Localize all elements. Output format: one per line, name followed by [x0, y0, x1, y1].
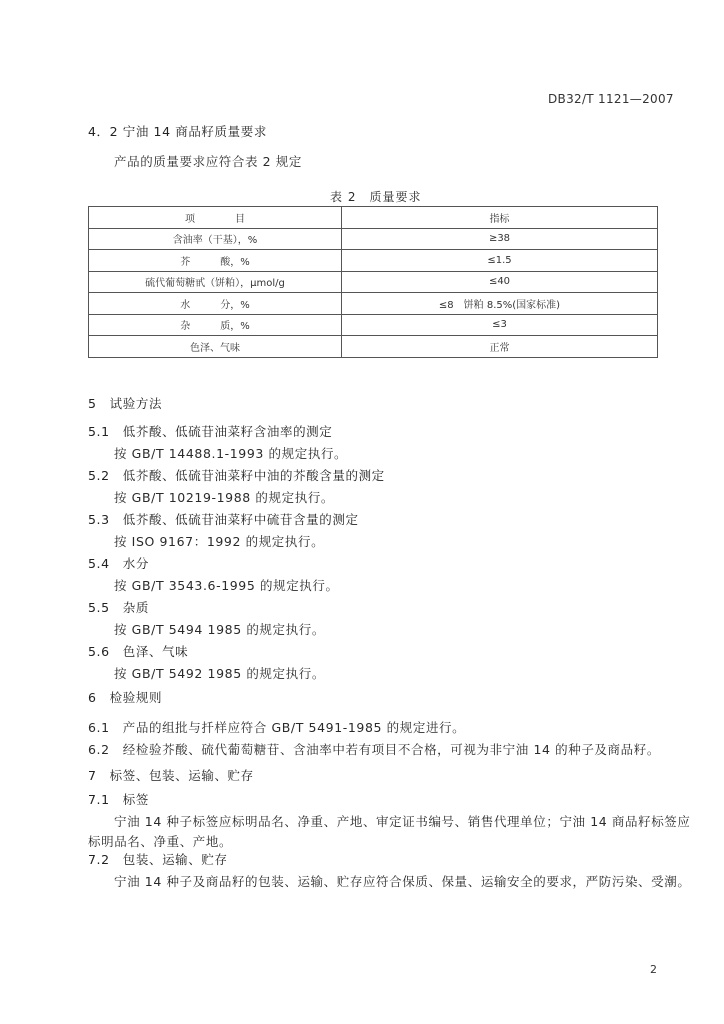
- section-5-2-heading: 5.2 低芥酸、低硫苷油菜籽中油的芥酸含量的测定: [88, 468, 385, 483]
- section-7-1-heading: 7.1 标签: [88, 792, 149, 807]
- table-cell-item: 色泽、气味: [89, 336, 342, 358]
- section-5-6-text: 按 GB/T 5492 1985 的规定执行。: [114, 666, 325, 681]
- section-4-2-text: 产品的质量要求应符合表 2 规定: [114, 154, 303, 169]
- table-header-cell: 项 目: [89, 207, 342, 229]
- section-5-6-heading: 5.6 色泽、气味: [88, 644, 189, 659]
- table-cell-value: ≥38: [342, 228, 658, 250]
- section-6-1-text: 6.1 产品的组批与扦样应符合 GB/T 5491-1985 的规定进行。: [88, 720, 466, 735]
- table-row: [89, 228, 658, 250]
- quality-requirements-table: [88, 206, 658, 358]
- table-cell-item: 芥 酸，%: [89, 250, 342, 272]
- section-5-3-heading: 5.3 低芥酸、低硫苷油菜籽中硫苷含量的测定: [88, 512, 359, 527]
- table-row: [89, 314, 658, 336]
- table-cell-value: ≤1.5: [342, 250, 658, 272]
- section-5-4-heading: 5.4 水分: [88, 556, 149, 571]
- table-cell-item: 杂 质，%: [89, 314, 342, 336]
- table-cell-value: ≤40: [342, 271, 658, 293]
- section-5-1-text: 按 GB/T 14488.1-1993 的规定执行。: [114, 446, 348, 461]
- section-7-2-heading: 7.2 包装、运输、贮存: [88, 852, 228, 867]
- table-row: [89, 293, 658, 315]
- table-row: [89, 271, 658, 293]
- section-5-4-text: 按 GB/T 3543.6-1995 的规定执行。: [114, 578, 339, 593]
- section-5-5-text: 按 GB/T 5494 1985 的规定执行。: [114, 622, 325, 637]
- section-5-heading: 5 试验方法: [88, 396, 163, 411]
- table-cell-value: ≤8 饼粕 8.5%(国家标准): [342, 293, 658, 315]
- section-7-1-text-line1: 宁油 14 种子标签应标明品名、净重、产地、审定证书编号、销售代理单位；宁油 14 商品籽标签应: [114, 814, 691, 829]
- table-cell-value: 正常: [342, 336, 658, 358]
- section-5-3-text: 按 ISO 9167：1992 的规定执行。: [114, 534, 325, 549]
- section-6-2-text: 6.2 经检验芥酸、硫代葡萄糖苷、含油率中若有项目不合格，可视为非宁油 14 的种子及商品籽。: [88, 742, 660, 757]
- section-7-heading: 7 标签、包装、运输、贮存: [88, 768, 254, 783]
- page-number: 2: [650, 963, 657, 976]
- table-header-cell: 指标: [342, 207, 658, 229]
- section-4-2-heading: 4．2 宁油 14 商品籽质量要求: [88, 124, 267, 139]
- table-cell-item: 水 分，%: [89, 293, 342, 315]
- section-6-heading: 6 检验规则: [88, 690, 163, 705]
- section-7-1-text-line2: 标明品名、净重、产地。: [88, 834, 233, 849]
- section-5-1-heading: 5.1 低芥酸、低硫苷油菜籽含油率的测定: [88, 424, 333, 439]
- section-7-2-text: 宁油 14 种子及商品籽的包装、运输、贮存应符合保质、保量、运输安全的要求，严防污染、受潮。: [114, 874, 691, 889]
- section-5-2-text: 按 GB/T 10219-1988 的规定执行。: [114, 490, 335, 505]
- table-row: [89, 250, 658, 272]
- table-cell-value: ≤3: [342, 314, 658, 336]
- table-row: [89, 336, 658, 358]
- section-5-5-heading: 5.5 杂质: [88, 600, 149, 615]
- table-cell-item: 硫代葡萄糖甙（饼粕），μmol/g: [89, 271, 342, 293]
- table-header-row: [89, 207, 658, 229]
- table-cell-item: 含油率（干基），%: [89, 228, 342, 250]
- document-code: DB32/T 1121—2007: [548, 92, 674, 106]
- table-caption: 表 2 质量要求: [330, 190, 422, 204]
